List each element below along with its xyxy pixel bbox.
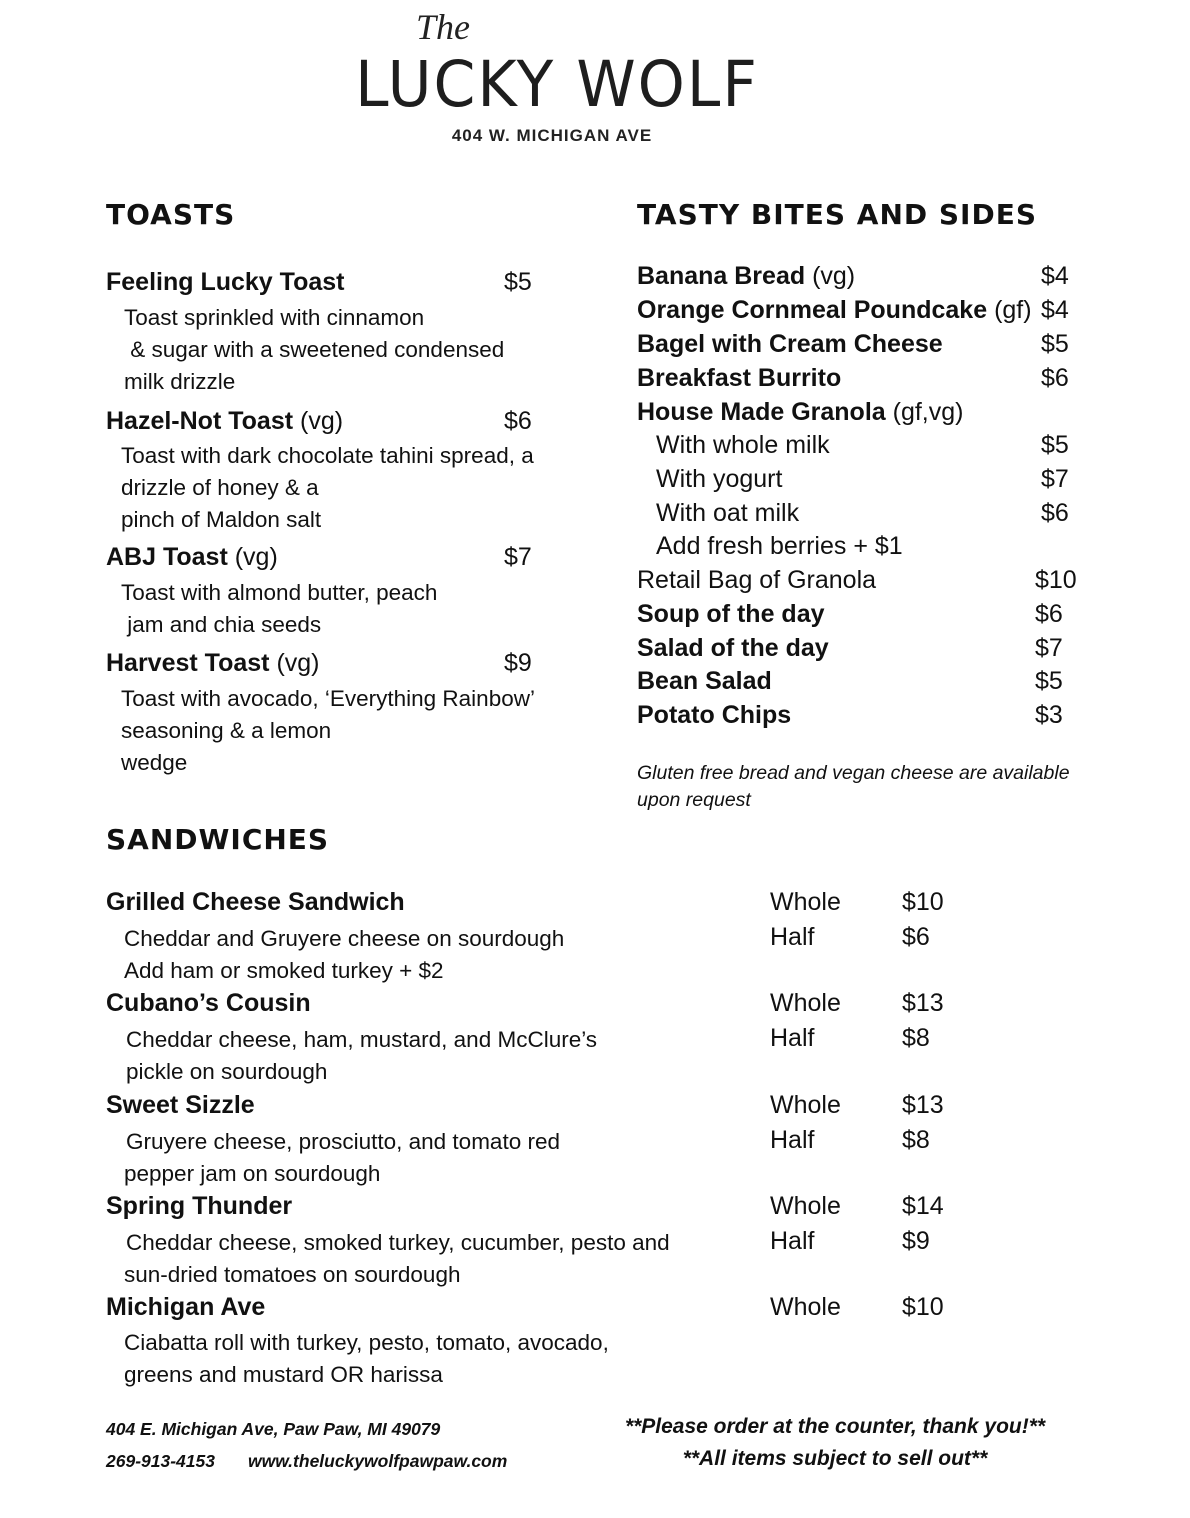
menu-item-description: jam and chia seeds <box>121 612 322 637</box>
menu-item-description: Toast sprinkled with cinnamon <box>124 305 425 330</box>
dietary-note: Gluten free bread and vegan cheese are available <box>637 762 1070 784</box>
size-label: Whole <box>770 1192 841 1220</box>
menu-item-option: With oat milk <box>656 499 800 527</box>
size-label: Half <box>770 1126 815 1154</box>
menu-item-option: With yogurt <box>656 465 783 493</box>
menu-item-name: House Made Granola (gf,vg) <box>637 398 964 426</box>
menu-item-description: pinch of Maldon salt <box>121 507 322 532</box>
menu-item-description: & sugar with a sweetened condensed <box>124 337 505 362</box>
menu-item-description: pepper jam on sourdough <box>124 1161 381 1186</box>
menu-item-price: $4 <box>1041 296 1069 324</box>
size-label: Half <box>770 923 815 951</box>
menu-item-name: Harvest Toast (vg) <box>106 649 320 677</box>
menu-item-price: $6 <box>504 407 532 435</box>
footer-website: www.theluckywolfpawpaw.com <box>248 1451 508 1471</box>
section-title-sandwiches: SANDWICHES <box>106 823 330 856</box>
section-title-toasts: TOASTS <box>106 198 236 231</box>
size-label: Whole <box>770 1293 841 1321</box>
menu-item-description: sun-dried tomatoes on sourdough <box>124 1262 461 1287</box>
menu-item-description: drizzle of honey & a <box>121 475 319 500</box>
menu-item-price: $9 <box>504 649 532 677</box>
menu-item-name: Cubano’s Cousin <box>106 989 311 1017</box>
footer-phone: 269-913-4153 <box>106 1451 215 1471</box>
menu-item-price: $5 <box>1041 330 1069 358</box>
size-label: Whole <box>770 989 841 1017</box>
menu-item-price: $7 <box>1035 634 1063 662</box>
menu-item-name: Banana Bread (vg) <box>637 262 856 290</box>
menu-item-description: pickle on sourdough <box>126 1059 328 1084</box>
menu-item-name: Spring Thunder <box>106 1192 293 1220</box>
menu-item-name: Bean Salad <box>637 667 772 695</box>
menu-item-name: Feeling Lucky Toast <box>106 268 345 296</box>
size-label: Half <box>770 1227 815 1255</box>
menu-item-name: Orange Cornmeal Poundcake (gf) <box>637 296 1032 324</box>
menu-item-description: Ciabatta roll with turkey, pesto, tomato, avocado, <box>124 1330 609 1355</box>
menu-item-name: Potato Chips <box>637 701 792 729</box>
menu-item-price: $4 <box>1041 262 1069 290</box>
menu-item-option: Add fresh berries + $1 <box>656 532 903 560</box>
dietary-note: upon request <box>637 789 751 811</box>
menu-item-price: $10 <box>902 1293 944 1321</box>
size-label: Whole <box>770 888 841 916</box>
size-label: Whole <box>770 1091 841 1119</box>
menu-item-name: Soup of the day <box>637 600 825 628</box>
menu-item-description: Cheddar cheese, ham, mustard, and McClure’s <box>126 1027 598 1052</box>
menu-item-name: Bagel with Cream Cheese <box>637 330 943 358</box>
menu-item-price: $10 <box>1035 566 1077 594</box>
menu-item-price: $6 <box>1035 600 1063 628</box>
footer-address: 404 E. Michigan Ave, Paw Paw, MI 49079 <box>106 1419 441 1439</box>
logo-the: The <box>416 7 470 47</box>
menu-item-description: Toast with dark chocolate tahini spread, a <box>121 443 534 468</box>
menu-item-price: $3 <box>1035 701 1063 729</box>
menu-item-price: $5 <box>1035 667 1063 695</box>
menu-item-price: $13 <box>902 1091 944 1119</box>
menu-item-price: $9 <box>902 1227 930 1255</box>
menu-item-description: wedge <box>121 750 188 775</box>
menu-item-description: Cheddar cheese, smoked turkey, cucumber, pesto and <box>126 1230 670 1255</box>
menu-item-name: Michigan Ave <box>106 1293 266 1321</box>
menu-item-description: milk drizzle <box>124 369 236 394</box>
menu-item-name: Hazel-Not Toast (vg) <box>106 407 344 435</box>
menu-item-price: $6 <box>902 923 930 951</box>
menu-item-price: $10 <box>902 888 944 916</box>
menu-item-description: Toast with avocado, ‘Everything Rainbow’ <box>121 686 535 711</box>
order-note: **Please order at the counter, thank you!** <box>624 1415 1046 1438</box>
restaurant-name: LUCKY WOLF <box>355 48 759 122</box>
menu-item-price: $6 <box>1041 364 1069 392</box>
menu-item-name: ABJ Toast (vg) <box>106 543 278 571</box>
menu-item-name: Salad of the day <box>637 634 829 662</box>
menu-item-price: $13 <box>902 989 944 1017</box>
menu-item-option: With whole milk <box>656 431 830 459</box>
menu-item-name: Breakfast Burrito <box>637 364 842 392</box>
menu-item-name: Grilled Cheese Sandwich <box>106 888 405 916</box>
menu-item-description: Add ham or smoked turkey + $2 <box>124 958 444 983</box>
menu-item-description: Toast with almond butter, peach <box>121 580 438 605</box>
menu-item-description: greens and mustard OR harissa <box>124 1362 443 1387</box>
menu-item-name: Sweet Sizzle <box>106 1091 255 1119</box>
menu-item-price: $8 <box>902 1126 930 1154</box>
size-label: Half <box>770 1024 815 1052</box>
menu-item-price: $5 <box>1041 431 1069 459</box>
menu-item-price: $7 <box>1041 465 1069 493</box>
section-title-bites: TASTY BITES AND SIDES <box>637 198 1037 231</box>
menu-item-description: Cheddar and Gruyere cheese on sourdough <box>124 926 565 951</box>
menu-item-name: Retail Bag of Granola <box>637 566 877 594</box>
menu-item-price: $7 <box>504 543 532 571</box>
menu-item-price: $5 <box>504 268 532 296</box>
sellout-note: **All items subject to sell out** <box>682 1447 988 1470</box>
menu-item-description: seasoning & a lemon <box>121 718 332 743</box>
menu-item-price: $14 <box>902 1192 944 1220</box>
menu-item-price: $6 <box>1041 499 1069 527</box>
header-address: 404 W. MICHIGAN AVE <box>451 126 653 145</box>
menu-item-description: Gruyere cheese, prosciutto, and tomato red <box>126 1129 560 1154</box>
menu-item-price: $8 <box>902 1024 930 1052</box>
